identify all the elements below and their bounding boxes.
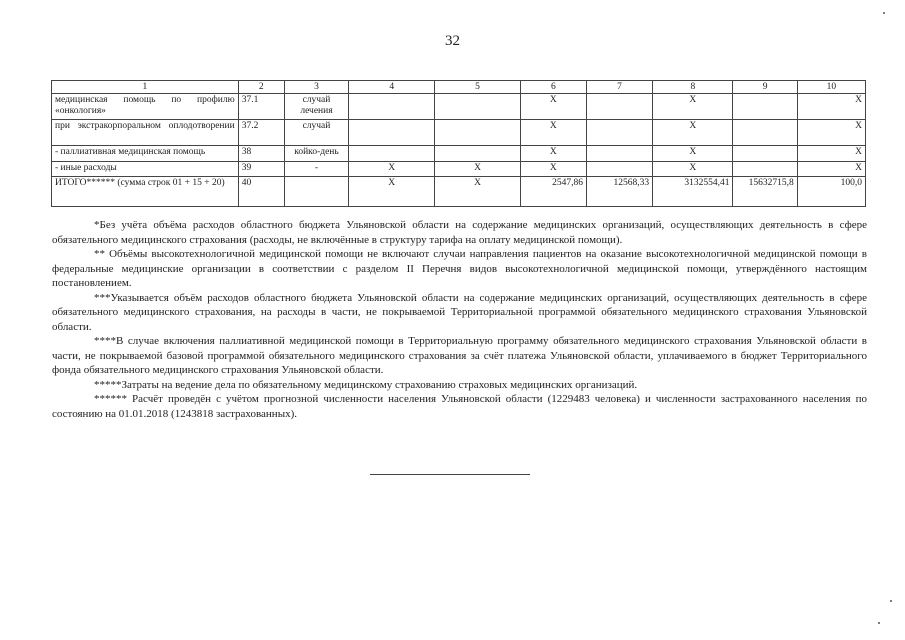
table-cell: 12568,33 bbox=[586, 177, 652, 207]
table-cell: X bbox=[797, 94, 865, 120]
table-cell: X bbox=[520, 94, 586, 120]
header-cell: 4 bbox=[349, 81, 435, 94]
table-cell: X bbox=[435, 162, 520, 177]
footnote: ***Указывается объём расходов областного бюджета Ульяновской области на содержание медицинских организаций, осуществляющих деятельность в сфере обязательного медицинского страхования, на расходы в части, не покрываемой Территориальной программой обязательного медицинского страхования Ульяновской области. bbox=[52, 291, 867, 333]
table-cell: X bbox=[653, 162, 733, 177]
table-cell: 15632715,8 bbox=[733, 177, 797, 207]
table-cell: X bbox=[797, 120, 865, 146]
footnote: ****** Расчёт проведён с учётом прогнозной численности населения Ульяновской области (1229483 человека) и численности застрахованного населения по состоянию на 01.01.2018 (1243818 застрахованных). bbox=[52, 393, 867, 420]
row-label: при экстракорпоральном оплодотворении bbox=[52, 120, 239, 146]
table-cell: 39 bbox=[238, 162, 284, 177]
table-cell bbox=[586, 146, 652, 162]
header-cell: 2 bbox=[238, 81, 284, 94]
table-header-row bbox=[52, 81, 866, 94]
table-cell bbox=[435, 146, 520, 162]
header-cell: 8 bbox=[653, 81, 733, 94]
row-label: медицинская помощь по профилю «онкология» bbox=[52, 94, 239, 120]
table-cell bbox=[733, 146, 797, 162]
table-cell: 38 bbox=[238, 146, 284, 162]
table-cell bbox=[349, 120, 435, 146]
table-cell: X bbox=[797, 146, 865, 162]
table-cell: 2547,86 bbox=[520, 177, 586, 207]
table-cell: 40 bbox=[238, 177, 284, 207]
page-number: 32 bbox=[445, 33, 460, 49]
table-cell: X bbox=[520, 120, 586, 146]
table-cell: X bbox=[435, 177, 520, 207]
footnote: *****Затраты на ведение дела по обязательному медицинскому страхованию страховых медицинских организаций. bbox=[94, 378, 638, 391]
table-row bbox=[52, 146, 866, 162]
table-row bbox=[52, 120, 866, 146]
footnote: ****В случае включения паллиативной медицинской помощи в Территориальную программу обязательного медицинского страхования Ульяновской области в части, не покрываемой базовой программой обязательного медицинского страхования за счёт платежа Ульяновской области, уплачиваемого в бюджет Территориального фонда обязательного медицинского страхования Ульяновской области. bbox=[52, 335, 867, 376]
header-cell: 1 bbox=[52, 81, 239, 94]
header-cell: 5 bbox=[435, 81, 520, 94]
table-cell: 3132554,41 bbox=[653, 177, 733, 207]
table-cell: X bbox=[653, 146, 733, 162]
table-cell bbox=[733, 120, 797, 146]
table-cell: 100,0 bbox=[797, 177, 865, 207]
table-cell: X bbox=[797, 162, 865, 177]
table-row-total bbox=[52, 177, 866, 207]
table-cell: случай лечения bbox=[284, 94, 348, 120]
data-table bbox=[51, 80, 866, 207]
table-cell: X bbox=[653, 94, 733, 120]
table-cell bbox=[435, 94, 520, 120]
footnote: *Без учёта объёма расходов областного бюджета Ульяновской области на содержание медицинских организаций, осуществляющих деятельность в сфере обязательного медицинского страхования (расходы, не включённые в структуру тарифа на оплату медицинской помощи). bbox=[52, 219, 867, 246]
table-cell: 37.1 bbox=[238, 94, 284, 120]
table-cell bbox=[349, 146, 435, 162]
table-cell bbox=[586, 162, 652, 177]
table-cell: - bbox=[284, 162, 348, 177]
table-cell: X bbox=[520, 146, 586, 162]
header-cell: 6 bbox=[520, 81, 586, 94]
table-cell bbox=[733, 94, 797, 120]
footnotes bbox=[52, 218, 867, 421]
table-cell: койко-день bbox=[284, 146, 348, 162]
table-cell: X bbox=[349, 177, 435, 207]
header-cell: 3 bbox=[284, 81, 348, 94]
row-label: ИТОГО****** (сумма строк 01 + 15 + 20) bbox=[52, 177, 239, 207]
table-cell: 37.2 bbox=[238, 120, 284, 146]
table-cell: X bbox=[653, 120, 733, 146]
table-row bbox=[52, 94, 866, 120]
table-row bbox=[52, 162, 866, 177]
table-cell bbox=[586, 120, 652, 146]
table-cell bbox=[733, 162, 797, 177]
table-cell bbox=[284, 177, 348, 207]
scan-speck bbox=[890, 600, 892, 602]
table-cell: случай bbox=[284, 120, 348, 146]
footnote: ** Объёмы высокотехнологичной медицинской помощи не включают случаи направления пациентов на оказание высокотехнологичной медицинской помощи в федеральные медицинские организации в соответствии с разделом II Перечня видов высокотехнологичной медицинской помощи, утверждённого настоящим постановлением. bbox=[52, 248, 867, 289]
table-cell: X bbox=[349, 162, 435, 177]
scan-speck bbox=[883, 12, 885, 14]
header-cell: 7 bbox=[586, 81, 652, 94]
table-cell: X bbox=[520, 162, 586, 177]
table-cell bbox=[349, 94, 435, 120]
header-cell: 10 bbox=[797, 81, 865, 94]
closing-rule bbox=[370, 474, 530, 475]
table-cell bbox=[586, 94, 652, 120]
row-label: - паллиативная медицинская помощь bbox=[52, 146, 239, 162]
table-cell bbox=[435, 120, 520, 146]
row-label: - иные расходы bbox=[52, 162, 239, 177]
scan-speck bbox=[878, 622, 880, 624]
header-cell: 9 bbox=[733, 81, 797, 94]
